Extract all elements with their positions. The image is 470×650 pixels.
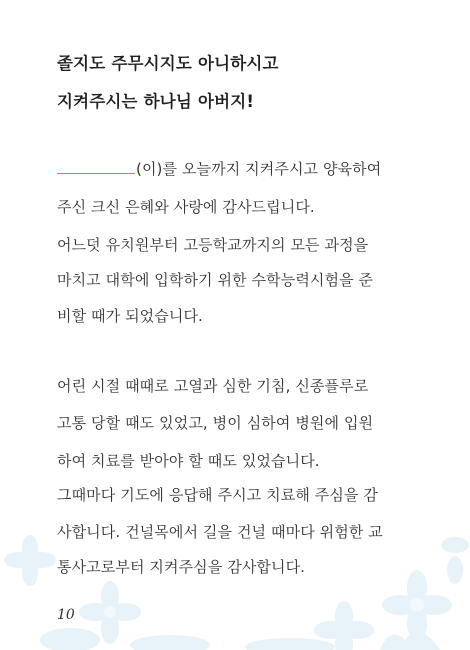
paragraph-2-line-6: 통사고로부터 지켜주심을 감사합니다.: [57, 558, 306, 576]
paragraph-2-line-4: 그때마다 기도에 응답해 주시고 치료해 주심을 감: [57, 486, 379, 504]
heading-line-1: 졸지도 주무시지도 아니하시고: [57, 54, 279, 73]
paragraph-1-line-2: 주신 크신 은혜와 사랑에 감사드립니다.: [57, 198, 315, 216]
paragraph-1-line-4: 마치고 대학에 입학하기 위한 수학능력시험을 준: [57, 271, 374, 289]
paragraph-1-line-1: [57, 158, 381, 179]
paragraph-1-line-3: 어느덧 유치원부터 고등학교까지의 모든 과정을: [57, 236, 369, 254]
paragraph-2-line-2: 고통 당할 때도 있었고, 병이 심하여 병원에 입원: [57, 414, 374, 432]
paragraph-2-line-3: 하여 치료를 받아야 할 때도 있었습니다.: [57, 452, 320, 470]
paragraph-1-line-1-text: (이)를 오늘까지 지켜주시고 양육하여: [136, 160, 382, 178]
paragraph-1-line-5: 비할 때가 되었습니다.: [57, 307, 203, 325]
page-number: 10: [57, 607, 75, 623]
paragraph-2-line-5: 사합니다. 건널목에서 길을 건널 때마다 위험한 교: [57, 523, 383, 541]
name-blank-line: [57, 159, 135, 174]
paragraph-2-line-1: 어린 시절 때때로 고열과 심한 기침, 신종플루로: [57, 377, 369, 395]
heading-line-2: 지켜주시는 하나님 아버지!: [57, 92, 255, 111]
